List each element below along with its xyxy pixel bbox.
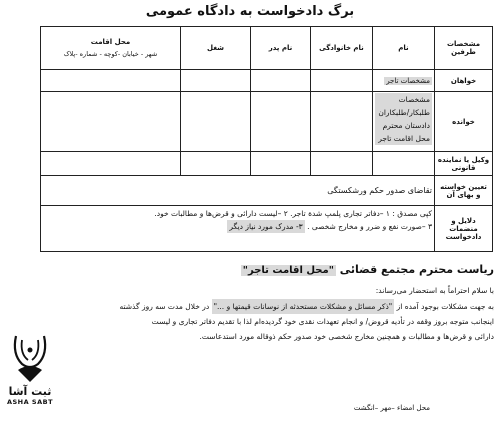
defendant-row [41, 92, 493, 152]
plaintiff-father-cell [251, 70, 311, 92]
salutation [18, 263, 494, 276]
defendant-line-1: مشخصات [375, 93, 432, 106]
salutation-highlight: "محل اقامت تاجر" [242, 265, 334, 276]
lawyer-father-cell [251, 152, 311, 176]
plaintiff-name-cell [373, 70, 435, 92]
plaintiff-row [41, 70, 493, 92]
evidence-highlight: ۳- مدرک مورد نیاز دیگر [229, 222, 303, 231]
body-line1-rest: در خلال مدت سه روز گذشته [119, 302, 212, 311]
evidence-line-1: کپی مصدق : ۱ –دفاتر تجاری پلمپ شدة تاجر. ۲ –لیست دارائی و قرض‌ها و مطالبات خود. [154, 209, 432, 218]
defendant-label: خوانده [435, 92, 493, 152]
plaintiff-label: خواهان [435, 70, 493, 92]
defendant-father-cell [251, 92, 311, 152]
lawyer-family-cell [311, 152, 373, 176]
defendant-line-4: محل اقامت تاجر [375, 132, 432, 145]
salutation-prefix: ریاست محترم مجتمع قضائی [339, 263, 494, 276]
evidence-line-2-wrap [43, 220, 432, 233]
evidence-cell [41, 206, 435, 252]
evidence-row [41, 206, 493, 252]
header-job: شغل [181, 27, 251, 70]
demand-row [41, 176, 493, 206]
demand-value: تقاضای صدور حکم ورشکستگی [41, 176, 435, 206]
greeting: با سلام احتراماً به استحضار می‌رساند: [375, 286, 494, 295]
defendant-line-3: دادستان محترم [375, 119, 432, 132]
defendant-name-cell [373, 92, 435, 152]
lawyer-label: وکیل یا نماینده قانونی [435, 152, 493, 176]
header-parties: مشخصات طرفین [435, 27, 493, 70]
lawyer-row [41, 152, 493, 176]
defendant-job-cell [181, 92, 251, 152]
page-title: برگ دادخواست به دادگاه عمومی [145, 4, 355, 19]
header-address [41, 27, 181, 70]
logo-text-en: ASHA SABT [6, 398, 54, 406]
evidence-label: دلایل و منضمات دادخواست [435, 206, 493, 252]
header-address-label: محل اقامت [90, 38, 131, 46]
petition-table [40, 26, 493, 252]
lawyer-address-cell [41, 152, 181, 176]
body-text [18, 299, 494, 344]
plaintiff-family-cell [311, 70, 373, 92]
petition-body [18, 263, 494, 344]
defendant-address-cell [41, 92, 181, 152]
header-family: نام خانوادگی [311, 27, 373, 70]
logo-emblem-icon [10, 330, 50, 384]
signature-line: محل امضاء –مهر –انگشت [353, 404, 430, 412]
defendant-family-cell [311, 92, 373, 152]
header-father: نام پدر [251, 27, 311, 70]
asha-sabt-logo [6, 330, 54, 416]
body-highlight: "ذکر مسائل و مشکلات مستحدثه از نوسانات قیمتها و ..." [212, 299, 395, 314]
body-line-1 [18, 299, 494, 314]
plaintiff-value: مشخصات تاجر [386, 76, 430, 85]
plaintiff-address-cell [41, 70, 181, 92]
demand-label: تعیین خواسته و بهای آن [435, 176, 493, 206]
header-address-sub: شهر - خیابان -کوچه - شماره -پلاک [63, 50, 158, 58]
defendant-line-2: طلبکار/طلبکاران [375, 106, 432, 119]
lawyer-name-cell [373, 152, 435, 176]
header-name: نام [373, 27, 435, 70]
plaintiff-job-cell [181, 70, 251, 92]
header-row [41, 27, 493, 70]
evidence-line-2: ۳ –صورت نفع و ضرر و مخارج شخصی . [307, 222, 432, 231]
logo-text-fa: ثبت آشا [8, 385, 52, 398]
body-line-3: دارائی و قرض‌ها و مطالبات و همچنین مخارج شخصی خود صدور حکم ذوقاله مورد استدعاست. [199, 332, 494, 341]
body-line-2: اینجانب متوجه بروز وقفه در تأدیه قروض/ و انجام تعهدات نقدی خود گردیده‌ام لذا با تقدیم دفاتر تجاری و لیست [151, 317, 494, 326]
lawyer-job-cell [181, 152, 251, 176]
body-intro: به جهت مشکلات بوجود آمده از [394, 302, 494, 311]
